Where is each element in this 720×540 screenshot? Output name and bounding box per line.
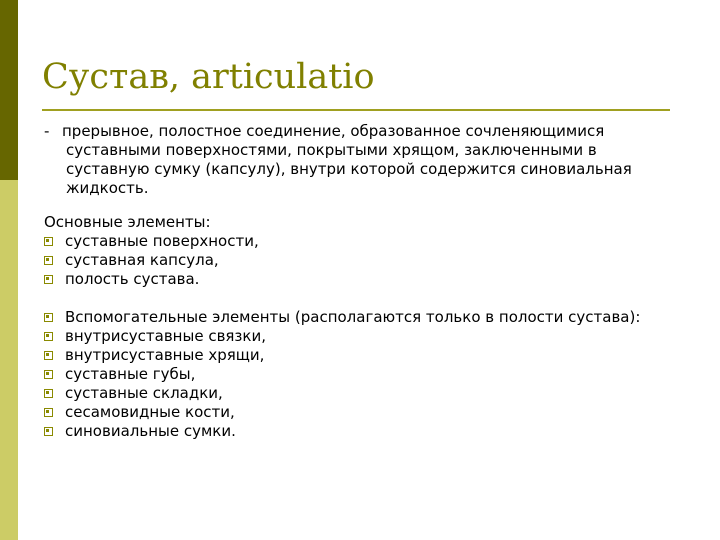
list-item-text: суставные поверхности, bbox=[65, 232, 259, 250]
square-bullet-icon bbox=[44, 332, 53, 341]
square-bullet-icon bbox=[44, 237, 53, 246]
slide-title: Сустав, articulatio bbox=[42, 57, 375, 97]
list-item-text: сесамовидные кости, bbox=[65, 403, 235, 421]
list-item-text: Вспомогательные элементы (располагаются только в полости сустава): bbox=[65, 308, 641, 326]
list-item bbox=[44, 346, 684, 365]
list-item bbox=[44, 232, 684, 251]
sidebar-dark-band bbox=[0, 0, 18, 180]
square-bullet-icon bbox=[44, 351, 53, 360]
square-bullet-icon bbox=[44, 256, 53, 265]
auxiliary-elements-list bbox=[44, 308, 684, 441]
list-item-text: суставная капсула, bbox=[65, 251, 219, 269]
definition-text: прерывное, полостное соединение, образованное сочленяющимися суставными поверхностями, покрытыми хрящом, заключенными в суставную сумку (капсулу), внутри которой содержится синовиальная жидкость. bbox=[62, 122, 632, 197]
list-item bbox=[44, 308, 684, 327]
square-bullet-icon bbox=[44, 370, 53, 379]
list-item bbox=[44, 384, 684, 403]
list-item bbox=[44, 422, 684, 441]
list-item bbox=[44, 270, 684, 289]
definition-paragraph bbox=[44, 122, 684, 198]
list-item-text: внутрисуставные хрящи, bbox=[65, 346, 265, 364]
list-item bbox=[44, 327, 684, 346]
list-item-text: суставные губы, bbox=[65, 365, 196, 383]
list-item bbox=[44, 251, 684, 270]
section-gap bbox=[44, 289, 684, 308]
square-bullet-icon bbox=[44, 313, 53, 322]
sidebar-light-band bbox=[0, 180, 18, 540]
list-item bbox=[44, 365, 684, 384]
square-bullet-icon bbox=[44, 389, 53, 398]
definition-dash: - bbox=[44, 122, 50, 140]
title-underline bbox=[42, 109, 670, 111]
slide-body bbox=[44, 122, 684, 441]
list-item-text: внутрисуставные связки, bbox=[65, 327, 266, 345]
main-elements-list bbox=[44, 232, 684, 289]
square-bullet-icon bbox=[44, 275, 53, 284]
list-item-text: синовиальные сумки. bbox=[65, 422, 236, 440]
square-bullet-icon bbox=[44, 408, 53, 417]
square-bullet-icon bbox=[44, 427, 53, 436]
list-item-text: суставные складки, bbox=[65, 384, 223, 402]
main-elements-heading: Основные элементы: bbox=[44, 213, 211, 231]
list-item bbox=[44, 403, 684, 422]
list-item-text: полость сустава. bbox=[65, 270, 200, 288]
